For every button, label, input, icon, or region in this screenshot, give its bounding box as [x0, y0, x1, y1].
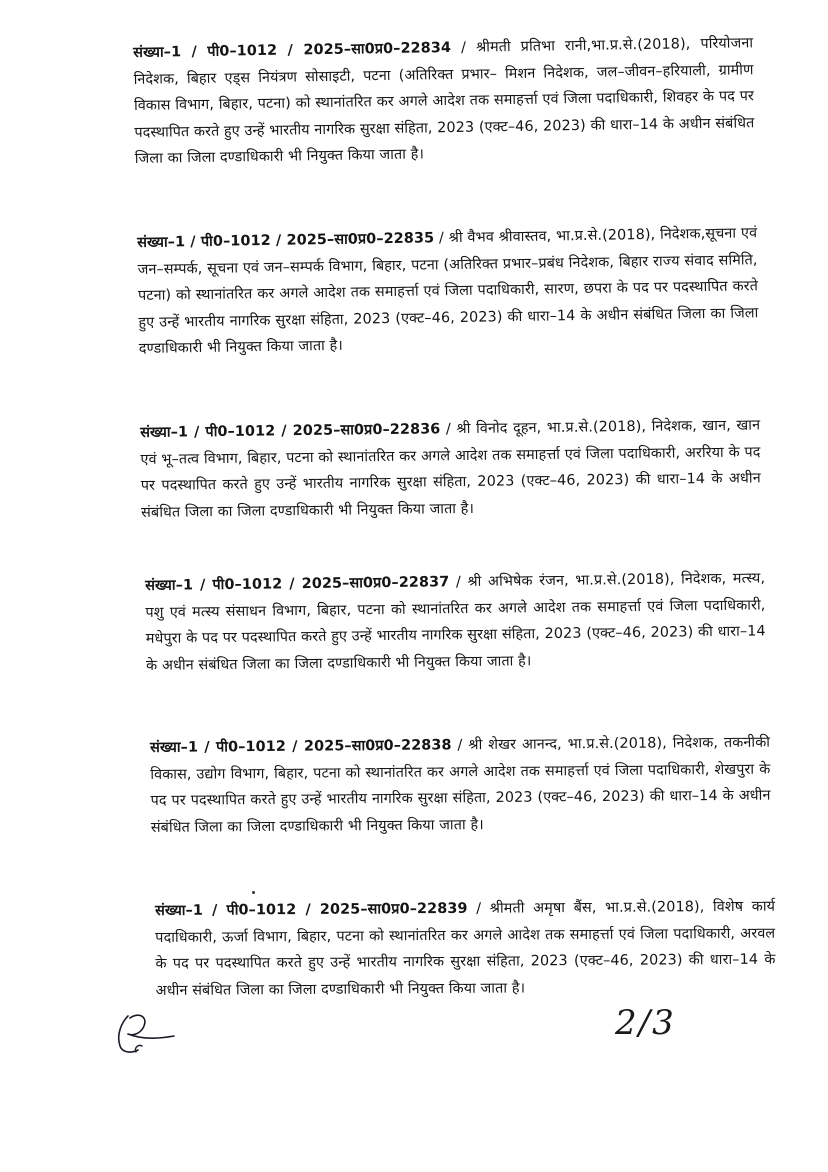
- order-entry-2: [137, 220, 759, 362]
- handwritten-signature-icon: [108, 1008, 178, 1058]
- order-reference-number: संख्या–1 / पी0–1012 / 2025–सा0प्र0–22839: [155, 900, 468, 919]
- order-entry-6: [155, 894, 776, 1004]
- order-entry-5: [150, 730, 771, 841]
- order-entry-4: [145, 565, 766, 679]
- order-body-text: / श्रीमती प्रतिभा रानी,भा.प्र.से.(2018), परियोजना निदेशक, बिहार एड्स नियंत्रण सोसाइटी, पटना (अतिरिक्त प्रभार– मिशन निदेशक, जल–जीवन–हरियाली, ग्रामीण विकास विभाग, बिहार, पटना) को स्थानांतरित कर अगले आदेश तक समाहर्त्ता एवं जिला पदाधिकारी, शिवहर के पद पर पदस्थापित करते हुए उन्हें भारतीय नागरिक सुरक्षा संहिता, 2023 (एक्ट–46, 2023) की धारा–14 के अधीन संबंधित जिला का जिला दण्डाधिकारी भी नियुक्त किया जाता है।: [133, 35, 755, 167]
- stray-ink-dot: [252, 891, 255, 894]
- order-entry-1: [133, 30, 755, 172]
- order-reference-number: संख्या–1 / पी0–1012 / 2025–सा0प्र0–22836: [140, 421, 441, 441]
- order-reference-number: संख्या–1 / पी0–1012 / 2025–सा0प्र0–22835: [137, 230, 435, 251]
- order-entry-3: [140, 412, 761, 526]
- order-body-text: / श्री वैभव श्रीवास्तव, भा.प्र.से.(2018), निदेशक,सूचना एवं जन–सम्पर्क, सूचना एवं जन–सम्पर्क विभाग, बिहार, पटना (अतिरिक्त प्रभार–प्रबंध निदेशक, बिहार राज्य संवाद समिति, पटना) को स्थानांतरित कर अगले आदेश तक समाहर्त्ता एवं जिला पदाधिकारी, सारण, छपरा के पद पर पदस्थापित करते हुए उन्हें भारतीय नागरिक सुरक्षा संहिता, 2023 (एक्ट–46, 2023) की धारा–14 के अधीन संबंधित जिला का जिला दण्डाधिकारी भी नियुक्त किया जाता है।: [137, 225, 759, 357]
- order-body-text: / श्री विनोद दूहन, भा.प्र.से.(2018), निदेशक, खान, खान एवं भू–तत्व विभाग, बिहार, पटना को स्थानांतरित कर अगले आदेश तक समाहर्त्ता एवं जिला पदाधिकारी, अररिया के पद पर पदस्थापित करते हुए उन्हें भारतीय नागरिक सुरक्षा संहिता, 2023 (एक्ट–46, 2023) की धारा–14 के अधीन संबंधित जिला का जिला दण्डाधिकारी भी नियुक्त किया जाता है।: [140, 417, 761, 521]
- order-body-text: / श्रीमती अमृषा बैंस, भा.प्र.से.(2018), विशेष कार्य पदाधिकारी, ऊर्जा विभाग, बिहार, पटना को स्थानांतरित कर अगले आदेश तक समाहर्त्ता एवं जिला पदाधिकारी, अरवल के पद पर पदस्थापित करते हुए उन्हें भारतीय नागरिक सुरक्षा संहिता, 2023 (एक्ट–46, 2023) की धारा–14 के अधीन संबंधित जिला का जिला दण्डाधिकारी भी नियुक्त किया जाता है।: [155, 898, 776, 999]
- order-reference-number: संख्या–1 / पी0–1012 / 2025–सा0प्र0–22838: [150, 737, 452, 756]
- page-number: 2/3: [615, 1003, 676, 1043]
- order-body-text: / श्री अभिषेक रंजन, भा.प्र.से.(2018), निदेशक, मत्स्य, पशु एवं मत्स्य संसाधन विभाग, बिहार, पटना को स्थानांतरित कर अगले आदेश तक समाहर्त्ता एवं जिला पदाधिकारी, मधेपुरा के पद पर पदस्थापित करते हुए उन्हें भारतीय नागरिक सुरक्षा संहिता, 2023 (एक्ट–46, 2023) की धारा–14 के अधीन संबंधित जिला का जिला दण्डाधिकारी भी नियुक्त किया जाता है।: [145, 570, 766, 674]
- order-reference-number: संख्या–1 / पी0–1012 / 2025–सा0प्र0–22837: [145, 574, 450, 594]
- order-body-text: / श्री शेखर आनन्द, भा.प्र.से.(2018), निदेशक, तकनीकी विकास, उद्योग विभाग, बिहार, पटना को स्थानांतरित कर अगले आदेश तक समाहर्त्ता एवं जिला पदाधिकारी, शेखपुरा के पद पर पदस्थापित करते हुए उन्हें भारतीय नागरिक सुरक्षा संहिता, 2023 (एक्ट–46, 2023) की धारा–14 के अधीन संबंधित जिला का जिला दण्डाधिकारी भी नियुक्त किया जाता है।: [150, 734, 771, 836]
- order-reference-number: संख्या–1 / पी0–1012 / 2025–सा0प्र0–22834: [133, 40, 452, 61]
